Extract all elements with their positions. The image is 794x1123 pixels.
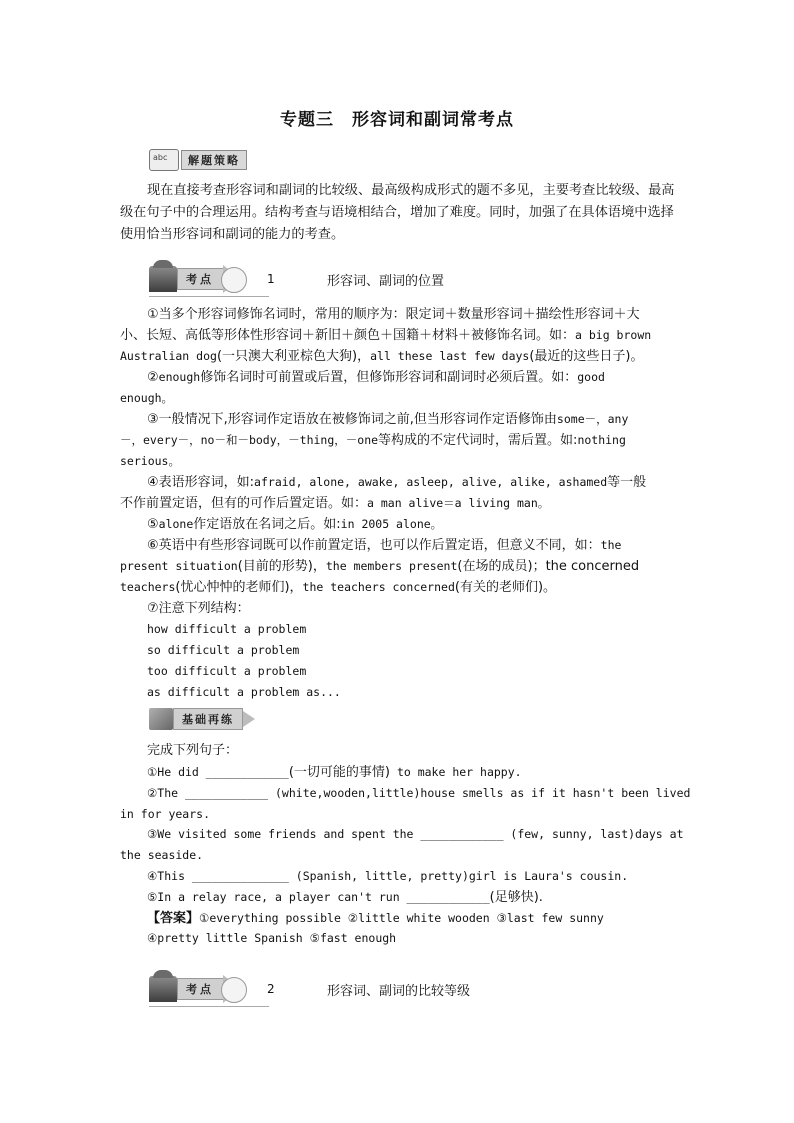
kaodian-title: 形容词、副词的比较等级 <box>327 983 471 999</box>
underline <box>149 1006 269 1007</box>
rule-line <box>147 472 737 493</box>
kaodian-2-header <box>149 973 471 1005</box>
rule-text: ② <box>147 370 159 385</box>
example-text: so difficult a problem <box>147 643 300 657</box>
exercise-text: ③We visited some friends and spent the ____________ (few, sunny, last)days at <box>147 827 684 842</box>
exercise-line <box>147 908 737 929</box>
rule-line <box>147 598 737 619</box>
rule-line <box>147 619 737 640</box>
exercise-line <box>147 824 737 845</box>
example-text: how difficult a problem <box>147 622 307 636</box>
rule-text: ①当多个形容词修饰名词时，常用的顺序为：限定词＋数量形容词＋描绘性形容词＋大 <box>147 307 640 322</box>
strategy-tag: 解题策略 <box>181 150 247 170</box>
circle-icon <box>221 267 247 293</box>
rule-text: (有关的老师们)。 <box>454 580 557 595</box>
rule-text: 小、长短、高低等形体性形容词＋新旧＋颜色＋国籍＋材料＋被修饰名词。如： <box>120 328 576 343</box>
exercise-line <box>147 762 737 783</box>
exercise-text: (一切可能的事情) <box>288 765 391 780</box>
rule-text: (忧心忡忡的老师们)， <box>175 580 303 595</box>
rule-line <box>147 514 737 535</box>
rule-text: 等一般 <box>607 475 647 490</box>
rule-line <box>147 661 737 682</box>
kaodian-title: 形容词、副词的位置 <box>327 273 445 289</box>
mailbox-icon <box>149 976 177 1002</box>
rule-line <box>120 577 710 598</box>
example-text: some－，any <box>556 412 629 426</box>
example-text: good <box>577 370 605 384</box>
exercise-text: ②The ____________ (white,wooden,little)house smells as if it hasn't been lived <box>147 785 691 800</box>
rule-line <box>147 304 737 325</box>
exercise-line <box>147 783 737 804</box>
example-text: the teachers concerned <box>302 580 455 594</box>
example-text: teachers <box>120 580 176 594</box>
rule-text: 不作前置定语，但有的可作后置定语。如： <box>120 496 368 511</box>
mailbox-icon <box>149 266 177 292</box>
exercise-text: ①He did ____________ <box>147 765 289 779</box>
example-text: the members present <box>325 559 458 573</box>
example-text: －，every－，no－和－body，－thing，－one <box>120 433 379 447</box>
rule-line <box>147 682 737 703</box>
practice-tag: 基础再练 <box>173 708 243 730</box>
rule-text: ⑤ <box>147 517 159 532</box>
exercise-line <box>120 804 710 825</box>
exercise-line <box>147 928 737 949</box>
example-text: enough <box>158 370 201 384</box>
rule-text: 作定语放在名词之后。如: <box>193 517 341 532</box>
rule-line <box>120 346 710 367</box>
example-text: a big brown <box>575 328 652 342</box>
exercise-text: ①everything possible ②little white wooden ③last few sunny <box>199 910 604 925</box>
rule-text: (目前的形势)， <box>237 559 326 574</box>
rule-line <box>147 535 737 556</box>
exercise-text: to make her happy. <box>390 765 522 779</box>
exercise-text: ④This ______________ (Spanish, little, pretty)girl is Laura's cousin. <box>147 869 629 883</box>
example-text: too difficult a problem <box>147 664 307 678</box>
rule-text: (在场的成员)；the concerned <box>457 559 640 574</box>
kaodian-1-header <box>149 263 445 295</box>
example-text: alone <box>158 517 194 531</box>
pen-icon <box>149 708 173 730</box>
exercise-line <box>147 887 737 908</box>
rule-text: ④表语形容词，如: <box>147 475 255 490</box>
rule-text: (一只澳大利亚棕色大狗)， <box>216 349 371 364</box>
rule-line <box>147 367 737 388</box>
practice-badge <box>149 708 255 730</box>
example-text: all these last few days <box>370 349 530 363</box>
intro-paragraph: 现在直接考查形容词和副词的比较级、最高级构成形式的题不多见，主要考查比较级、最高级在句子中的合理运用。结构考查与语境相结合，增加了难度。同时，加强了在具体语境中选择使用恰当形容词和副词的能力的考查。 <box>120 183 675 242</box>
kaodian-label: 考点 <box>177 978 225 1000</box>
example-text: nothing <box>577 433 626 447</box>
kaodian-number: 1 <box>267 272 275 286</box>
rule-line <box>120 556 710 577</box>
exercise-line <box>120 845 710 866</box>
exercise-text: ⑤In a relay race, a player can't run ____________ <box>147 889 490 904</box>
example-text: present situation <box>120 559 238 573</box>
practice-intro: 完成下列句子： <box>147 743 239 758</box>
arrow-icon <box>243 711 255 727</box>
rule-line <box>120 451 710 472</box>
rule-line <box>147 409 737 430</box>
rule-text: 等构成的不定代词时，需后置。如: <box>378 433 578 448</box>
rule-text: (最近的这些日子)。 <box>529 349 644 364</box>
rule-line <box>120 430 710 451</box>
abc-icon <box>149 149 179 171</box>
rule-line <box>120 493 710 514</box>
example-text: a man alive＝a living man。 <box>367 496 550 510</box>
example-text: as difficult a problem as... <box>147 685 341 699</box>
example-text: enough。 <box>120 391 174 405</box>
kaodian-label: 考点 <box>177 268 225 290</box>
rule-text: ⑦注意下列结构： <box>147 601 250 616</box>
example-text: serious。 <box>120 454 180 468</box>
exercise-text: the seaside. <box>120 848 204 863</box>
example-text: the <box>600 538 622 552</box>
example-text: in 2005 alone。 <box>340 517 443 531</box>
example-text: Australian dog <box>120 349 217 363</box>
kaodian-number: 2 <box>267 982 275 996</box>
underline <box>149 296 269 297</box>
answer-label: 【答案】 <box>147 910 200 926</box>
rule-text: ③一般情况下,形容词作定语放在被修饰词之前,但当形容词作定语修饰由 <box>147 412 557 427</box>
rule-text: ⑥英语中有些形容词既可以作前置定语，也可以作后置定语，但意义不同，如： <box>147 538 601 553</box>
rule-text: 修饰名词时可前置或后置，但修饰形容词和副词时必须后置。如： <box>200 370 578 385</box>
strategy-badge <box>149 149 247 171</box>
rule-line <box>147 640 737 661</box>
exercise-text: in for years. <box>120 806 211 821</box>
exercise-line <box>147 866 737 887</box>
exercise-text: (足够快). <box>489 889 543 905</box>
rule-line <box>120 325 710 346</box>
example-text: afraid, alone, awake, asleep, alive, alike, ashamed <box>254 475 608 489</box>
rule-line <box>120 388 710 409</box>
page-title: 专题三 形容词和副词常考点 <box>280 110 514 130</box>
answer-label: ④pretty little Spanish ⑤fast enough <box>147 931 397 946</box>
circle-icon <box>221 977 247 1003</box>
